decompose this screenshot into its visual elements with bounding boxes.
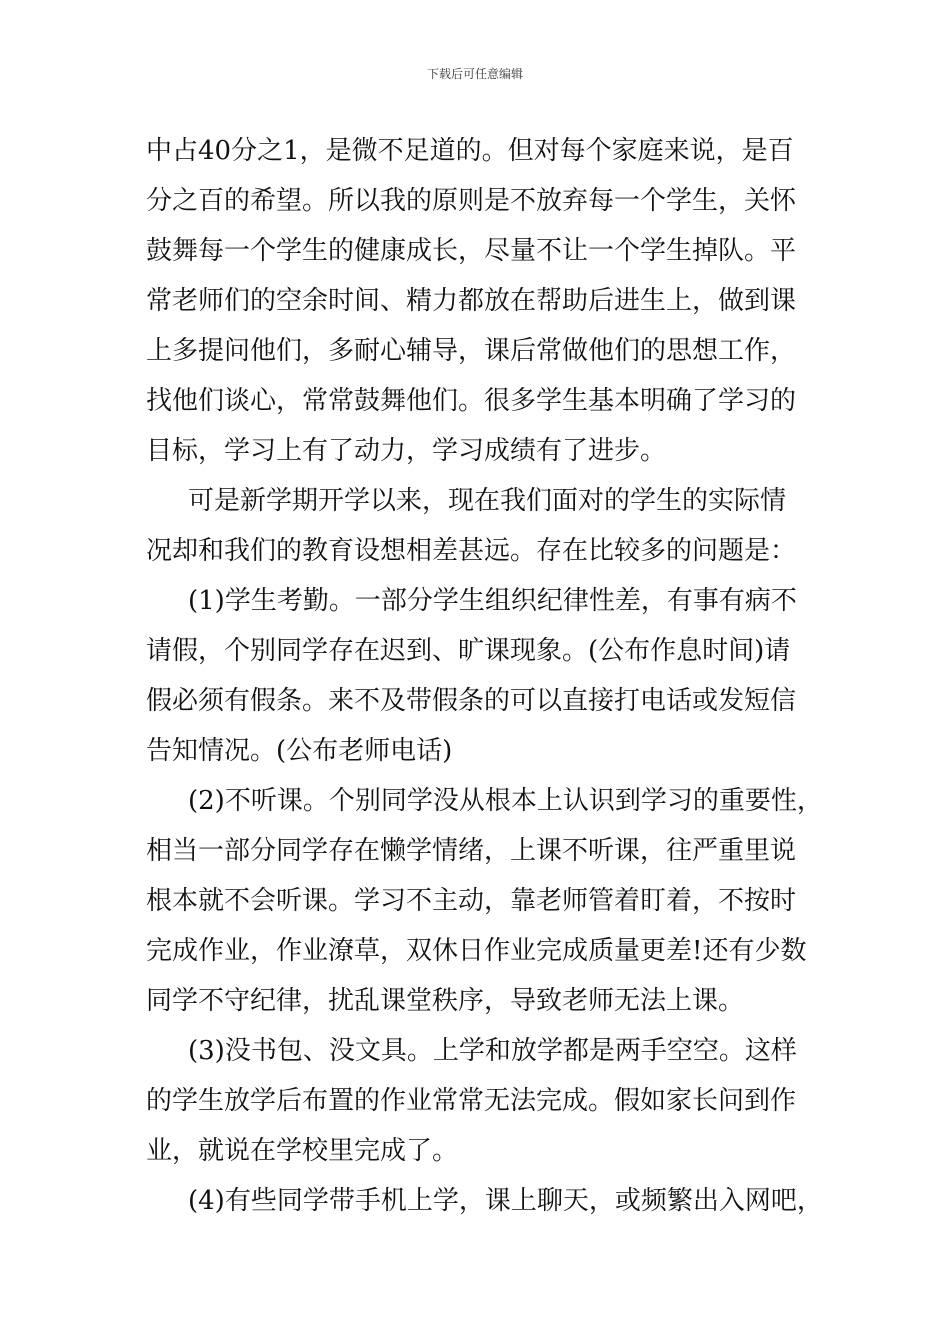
- text-line: 找他们谈心，常常鼓舞他们。很多学生基本明确了学习的: [146, 386, 797, 416]
- text-line: 常老师们的空余时间、精力都放在帮助后进生上，做到课: [146, 286, 797, 316]
- text-line: 请假，个别同学存在迟到、旷课现象。(公布作息时间)请: [146, 636, 791, 666]
- paragraph-first-line: (3)没书包、没文具。上学和放学都是两手空空。这样: [188, 1036, 797, 1066]
- paragraph-first-line: (4)有些同学带手机上学，课上聊天，或频繁出入网吧，: [188, 1186, 823, 1216]
- text-line: 上多提问他们，多耐心辅导，课后常做他们的思想工作，: [146, 336, 797, 366]
- text-line: 业，就说在学校里完成了。: [146, 1136, 459, 1166]
- page-header-note: 下载后可任意编辑: [426, 67, 523, 81]
- document-body: [146, 126, 823, 1226]
- text-line: 告知情况。(公布老师电话): [146, 736, 453, 766]
- text-line: 况却和我们的教育设想相差甚远。存在比较多的问题是：: [146, 536, 797, 566]
- paragraph-first-line: 可是新学期开学以来，现在我们面对的学生的实际情: [188, 486, 787, 516]
- text-line: 相当一部分同学存在懒学情绪，上课不听课，往严重里说: [146, 836, 797, 866]
- text-line: 同学不守纪律，扰乱课堂秩序，导致老师无法上课。: [146, 986, 745, 1016]
- text-line: 鼓舞每一个学生的健康成长，尽量不让一个学生掉队。平: [146, 236, 797, 266]
- text-line: 目标，学习上有了动力，学习成绩有了进步。: [146, 436, 667, 466]
- paragraph-first-line: (1)学生考勤。一部分学生组织纪律性差，有事有病不: [188, 586, 797, 616]
- text-line: 假必须有假条。来不及带假条的可以直接打电话或发短信: [146, 686, 797, 716]
- text-line: 根本就不会听课。学习不主动，靠老师管着盯着，不按时: [146, 886, 797, 916]
- text-line: 分之百的希望。所以我的原则是不放弃每一个学生，关怀: [146, 186, 797, 216]
- text-line: 中占40分之1，是微不足道的。但对每个家庭来说，是百: [146, 136, 794, 166]
- text-line: 完成作业，作业潦草，双休日作业完成质量更差!还有少数: [146, 936, 807, 966]
- paragraph-first-line: (2)不听课。个别同学没从根本上认识到学习的重要性，: [188, 786, 823, 816]
- text-line: 的学生放学后布置的作业常常无法完成。假如家长问到作: [146, 1086, 797, 1116]
